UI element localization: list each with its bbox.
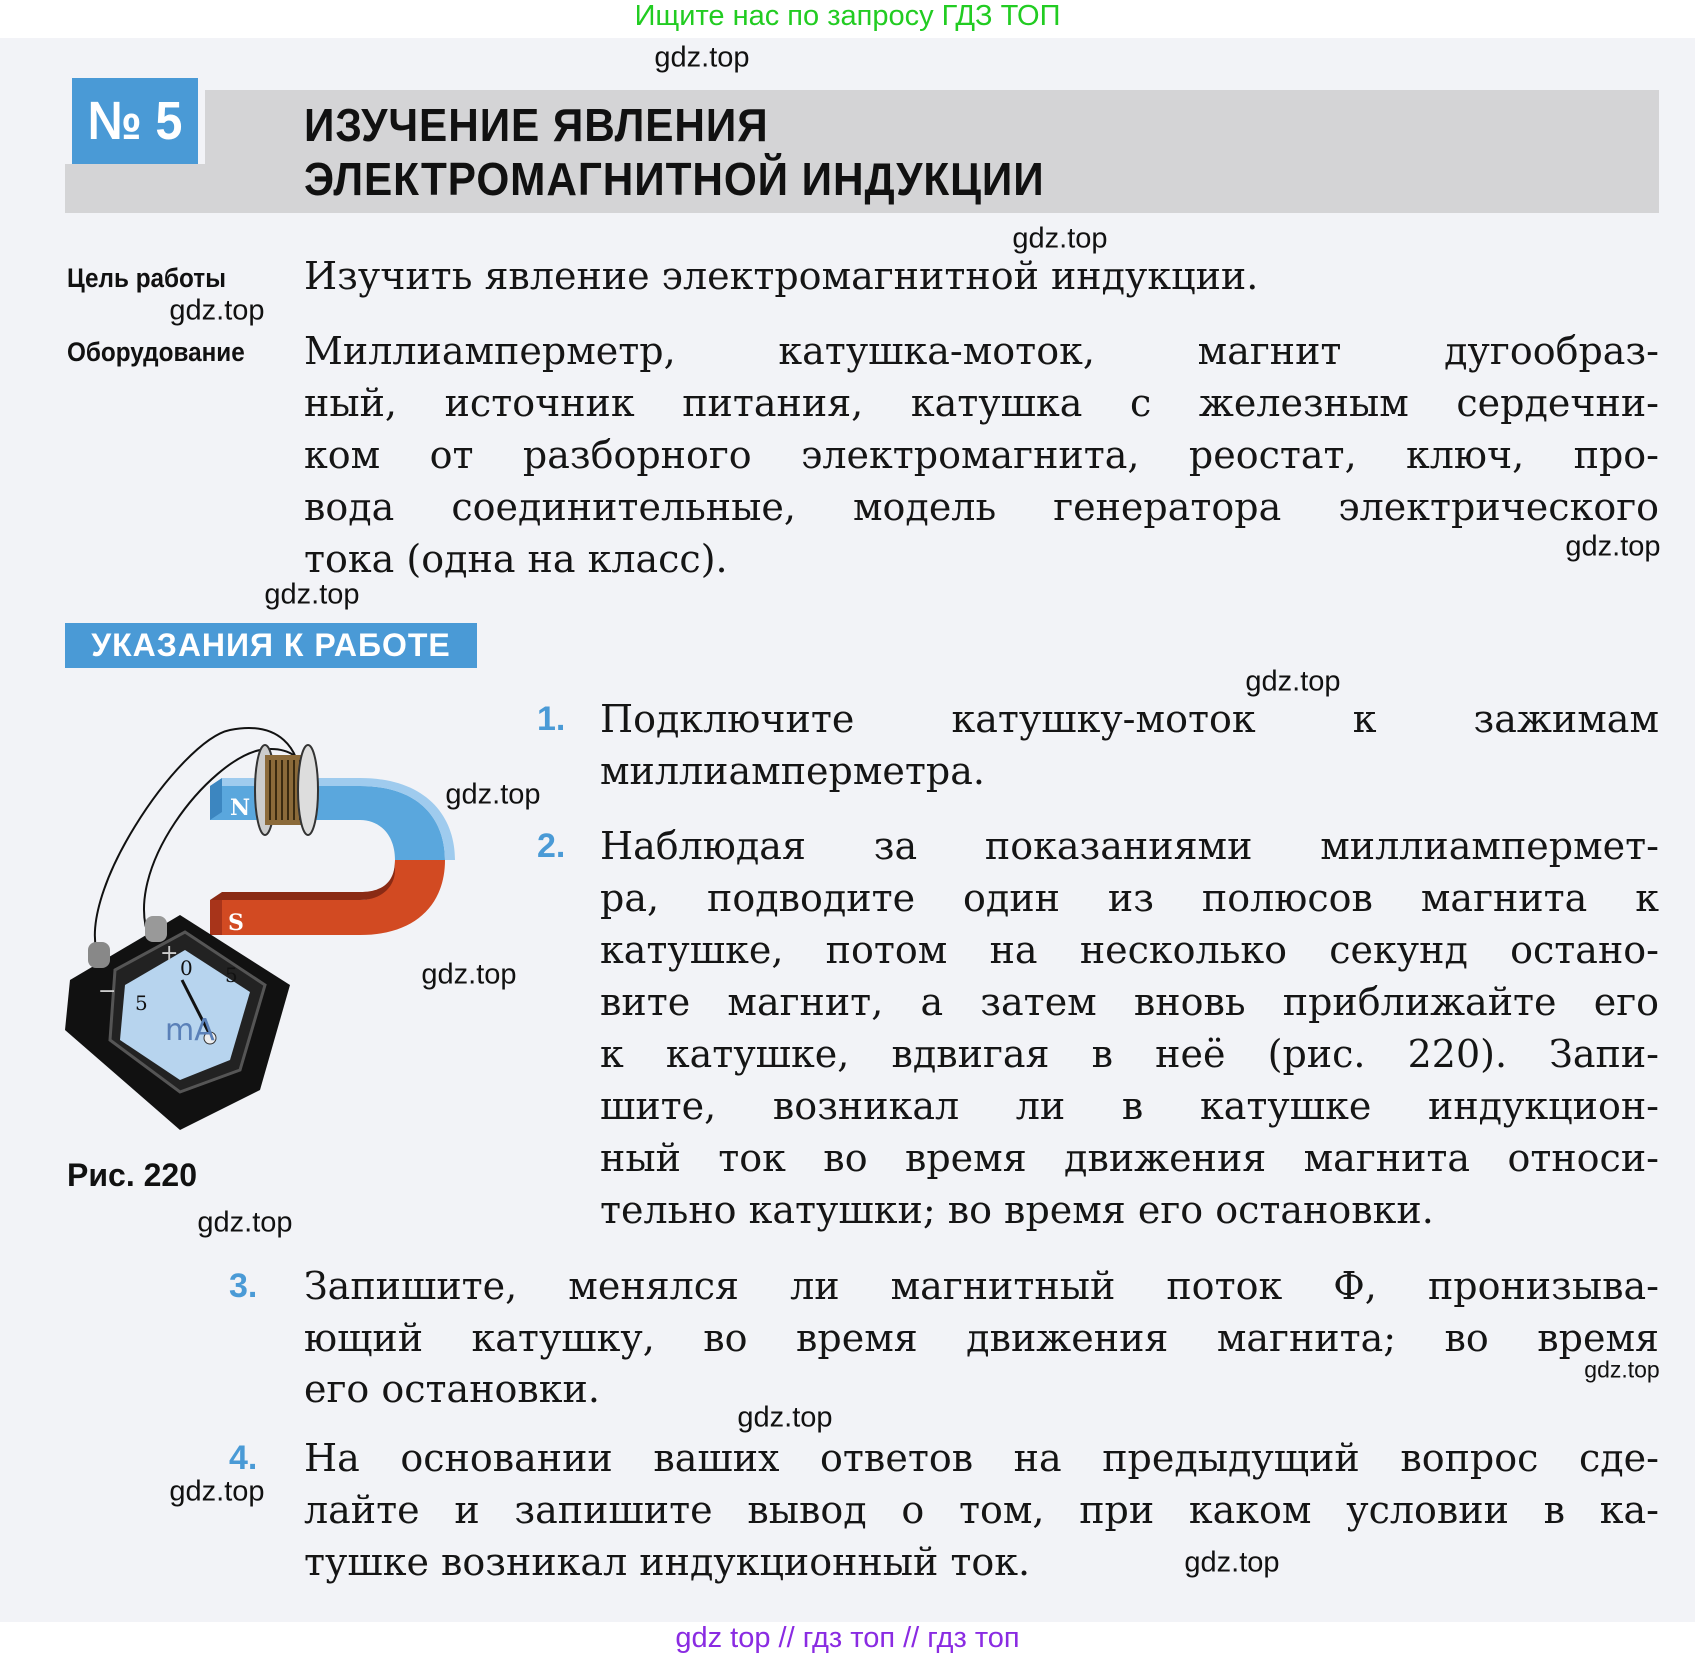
step-1-line: Подключите катушку-моток к зажимам [600, 697, 1659, 741]
equipment-label: Оборудование [67, 337, 245, 367]
equipment-line: ком от разборного электромагнита, реостат, ключ, про- [304, 433, 1659, 477]
meter-scale-right: 5 [225, 963, 238, 987]
meter-unit-label: mA [165, 1013, 215, 1048]
step-2-line: вите магнит, а затем вновь приближайте его [600, 980, 1659, 1024]
plus-terminal-label: + [160, 941, 179, 966]
equipment-line: ный, источник питания, катушка с железным сердечни- [304, 381, 1659, 425]
watermark: gdz.top [737, 1401, 833, 1434]
step-2-line: Наблюдая за показаниями миллиампермет- [600, 824, 1659, 868]
search-hint: Ищите нас по запросу ГДЗ ТОП [634, 0, 1061, 32]
step-number: 4. [229, 1439, 258, 1477]
watermark: gdz.top [169, 294, 265, 327]
meter-scale-zero: 0 [180, 956, 193, 980]
watermark: gdz.top [445, 778, 541, 811]
figure-caption: Рис. 220 [67, 1157, 197, 1193]
watermark: gdz.top [1012, 222, 1108, 255]
step-2-line: ный ток во время движения магнита относи- [600, 1136, 1659, 1180]
step-3-line: его остановки. [304, 1367, 600, 1411]
watermark: gdz.top [169, 1475, 265, 1508]
minus-terminal-label: − [98, 979, 117, 1004]
watermark: gdz.top [421, 958, 517, 991]
step-2-line: тельно катушки; во время его остановки. [600, 1188, 1434, 1232]
page-title-line-1: ИЗУЧЕНИЕ ЯВЛЕНИЯ [304, 99, 769, 151]
step-2-line: катушке, потом на несколько секунд остано- [600, 928, 1659, 972]
step-3-line: Запишите, менялся ли магнитный поток Ф, пронизыва- [304, 1264, 1659, 1308]
north-pole-label: N [230, 795, 251, 821]
lab-number-badge: № 5 [72, 78, 198, 164]
watermark: gdz.top [1565, 530, 1661, 563]
watermark: gdz.top [197, 1206, 293, 1239]
goal-label: Цель работы [67, 263, 226, 293]
equipment-line: Миллиамперметр, катушка-моток, магнит дугообраз- [304, 329, 1659, 373]
watermark: gdz.top [654, 41, 750, 74]
title-band-left [65, 164, 205, 213]
step-4-line: На основании ваших ответов на предыдущий вопрос сде- [304, 1436, 1659, 1480]
step-number: 3. [229, 1267, 258, 1305]
step-4-line: лайте и запишите вывод о том, при каком условии в ка- [304, 1488, 1659, 1532]
step-3-line: ющий катушку, во время движения магнита; во время [304, 1316, 1659, 1360]
step-2-line: шите, возникал ли в катушке индукцион- [600, 1084, 1659, 1128]
step-2-line: к катушке, вдвигая в неё (рис. 220). Запи- [600, 1032, 1659, 1076]
watermark: gdz.top [1245, 665, 1341, 698]
step-2-line: ра, подводите один из полюсов магнита к [600, 876, 1659, 920]
watermark: gdz.top [1184, 1546, 1280, 1579]
step-number: 2. [537, 827, 566, 865]
milliammeter-icon [65, 915, 290, 1130]
watermark: gdz.top [264, 578, 360, 611]
step-4-line: тушке возникал индукционный ток. [304, 1540, 1031, 1584]
step-1-line: миллиамперметра. [600, 749, 985, 793]
footer-links: gdz top // гдз топ // гдз топ [675, 1622, 1020, 1654]
goal-text: Изучить явление электромагнитной индукции. [304, 254, 1259, 298]
step-number: 1. [537, 700, 566, 738]
meter-scale-left: 5 [135, 991, 148, 1015]
coil-icon [255, 745, 318, 835]
watermark: gdz.top [1584, 1356, 1660, 1383]
equipment-line: тока (одна на класс). [304, 537, 728, 581]
instructions-heading: УКАЗАНИЯ К РАБОТЕ [65, 623, 477, 668]
equipment-line: вода соединительные, модель генератора электрического [304, 485, 1659, 529]
figure-220-illustration [60, 720, 460, 1140]
south-pole-label: S [228, 910, 244, 936]
horseshoe-magnet-icon [210, 778, 455, 936]
page-title-line-2: ЭЛЕКТРОМАГНИТНОЙ ИНДУКЦИИ [304, 153, 1045, 205]
